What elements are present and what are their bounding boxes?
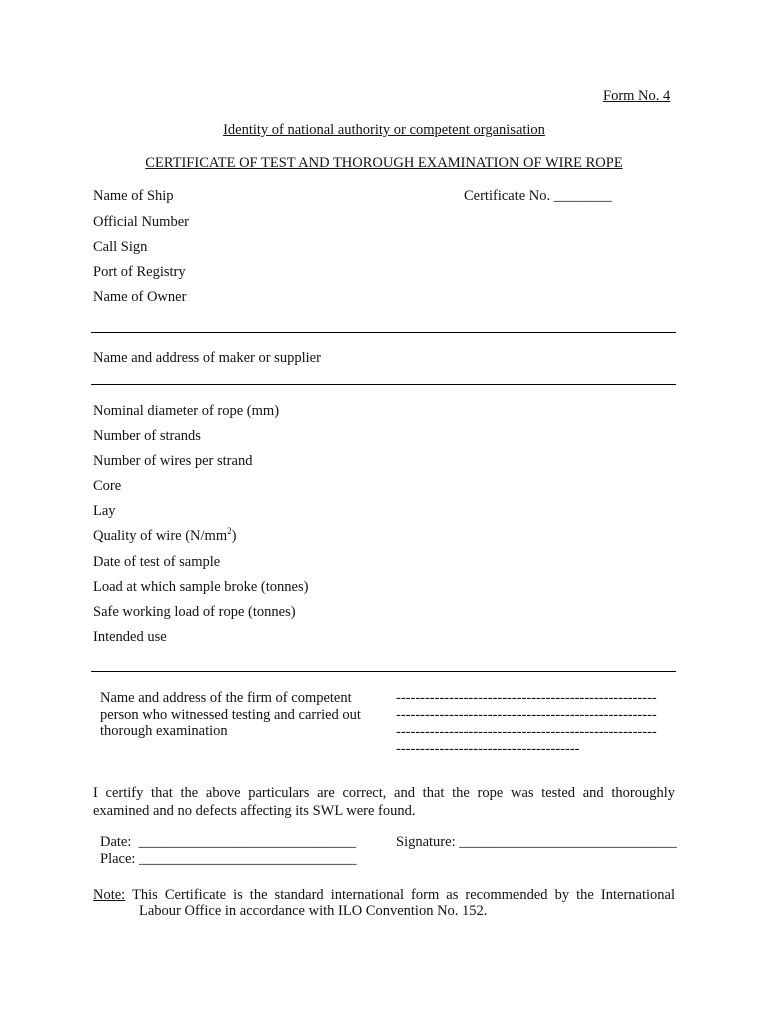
date-blank: ______________________________ xyxy=(138,834,357,850)
date-line xyxy=(100,834,356,851)
certify-statement-line-1: I certify that the above particulars are correct, and that the rope was tested and thoroughly xyxy=(93,785,675,801)
field-wires-per-strand: Number of wires per strand xyxy=(93,453,253,469)
field-nominal-diameter: Nominal diameter of rope (mm) xyxy=(93,403,280,419)
field-date-of-test: Date of test of sample xyxy=(93,554,221,570)
certificate-title: CERTIFICATE OF TEST AND THOROUGH EXAMINATION OF WIRE ROPE xyxy=(145,155,623,171)
field-port-of-registry: Port of Registry xyxy=(93,264,186,280)
divider-3 xyxy=(91,671,676,672)
place-line xyxy=(100,851,357,868)
field-lay: Lay xyxy=(93,503,116,519)
witness-dash-line-1: ------------------------------------------------------ xyxy=(396,690,657,706)
field-breaking-load: Load at which sample broke (tonnes) xyxy=(93,579,309,595)
place-label: Place: xyxy=(100,851,136,867)
signature-line xyxy=(396,834,677,851)
witness-dash-line-3: ------------------------------------------------------ xyxy=(396,724,657,740)
field-quality-of-wire: Quality of wire $(N/mm^2)$ xyxy=(93,526,237,544)
witness-label-line-1: Name and address of the firm of competent xyxy=(100,690,352,706)
witness-label-line-2: person who witnessed testing and carried out xyxy=(100,707,361,723)
field-maker-supplier: Name and address of maker or supplier xyxy=(93,350,321,366)
field-official-number: Official Number xyxy=(93,214,189,230)
field-core: Core xyxy=(93,478,122,494)
witness-label-line-3: thorough examination xyxy=(100,723,228,739)
field-call-sign: Call Sign xyxy=(93,239,148,255)
date-label: Date: xyxy=(100,834,132,850)
signature-blank: ______________________________ xyxy=(459,834,677,850)
field-intended-use: Intended use xyxy=(93,629,167,645)
certificate-number: Certificate No. ________ xyxy=(464,188,612,204)
authority-heading: Identity of national authority or competent organisation xyxy=(223,122,545,138)
field-name-of-ship: Name of Ship xyxy=(93,188,174,204)
field-number-of-strands: Number of strands xyxy=(93,428,201,444)
signature-label: Signature: xyxy=(396,834,456,850)
divider-1 xyxy=(91,332,676,333)
place-blank: ______________________________ xyxy=(139,851,357,867)
note-label: Note: xyxy=(93,887,126,903)
note-line-2: Labour Office in accordance with ILO Convention No. 152. xyxy=(139,903,488,919)
divider-2 xyxy=(91,384,676,385)
field-name-of-owner: Name of Owner xyxy=(93,289,187,305)
witness-dash-line-4: -------------------------------------- xyxy=(396,741,580,757)
note-line-1: Note: This Certificate is the standard international form as recommended by the International xyxy=(93,887,675,903)
field-safe-working-load: Safe working load of rope (tonnes) xyxy=(93,604,296,620)
certify-statement-line-2: examined and no defects affecting its SWL were found. xyxy=(93,803,416,819)
witness-dash-line-2: ------------------------------------------------------ xyxy=(396,707,657,723)
form-number: Form No. 4 xyxy=(603,88,671,104)
